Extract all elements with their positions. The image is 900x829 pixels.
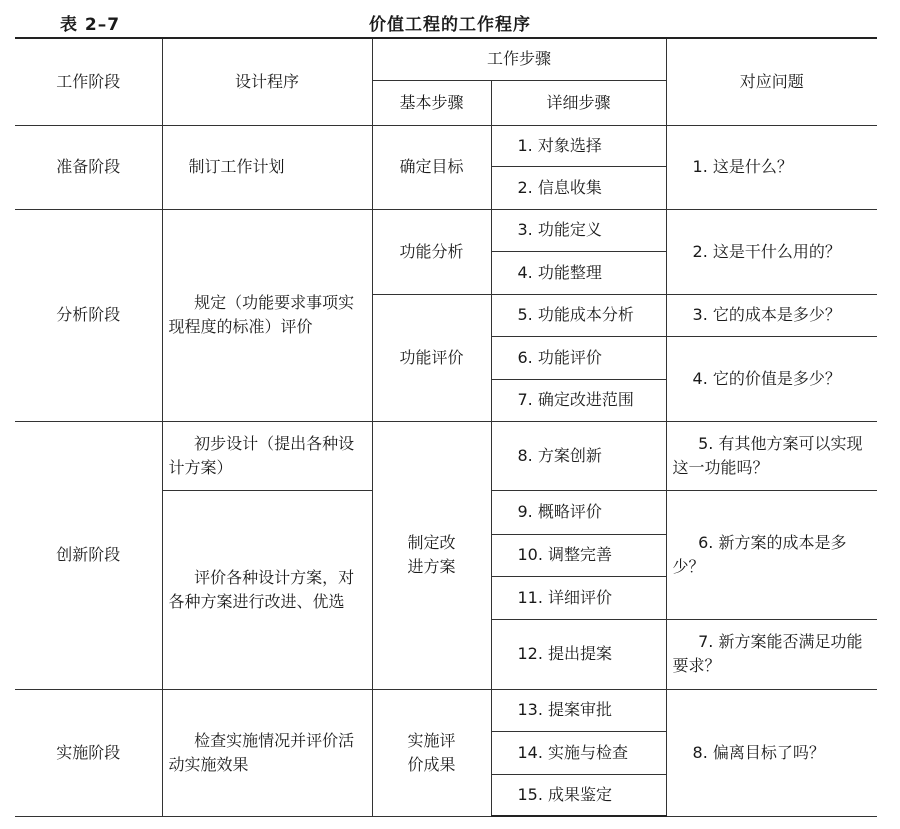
question-7: 7. 新方案能否满足功能要求？ (666, 619, 877, 689)
header-basic: 基本步骤 (372, 80, 491, 125)
detail-step-4: 4. 功能整理 (491, 251, 666, 294)
detail-step-9: 9. 概略评价 (491, 490, 666, 534)
table-row (15, 209, 877, 251)
design-analysis: 规定（功能要求事项实现程度的标准）评价 (162, 209, 372, 421)
detail-step-12: 12. 提出提案 (491, 619, 666, 689)
detail-step-15: 15. 成果鉴定 (491, 774, 666, 816)
table-row (15, 421, 877, 490)
table-number: 表 2–7 (60, 15, 121, 35)
basic-improve-plan: 制定改进方案 (372, 421, 491, 689)
design-innovation-1: 初步设计（提出各种设计方案） (162, 421, 372, 490)
design-innovation-2: 评价各种设计方案，对各种方案进行改进、优选 (162, 490, 372, 689)
detail-step-8: 8. 方案创新 (491, 421, 666, 490)
stage-prep: 准备阶段 (15, 125, 162, 209)
question-6: 6. 新方案的成本是多少？ (666, 490, 877, 619)
question-1: 1. 这是什么？ (666, 125, 877, 209)
detail-step-10: 10. 调整完善 (491, 534, 666, 576)
design-implementation: 检查实施情况并评价活动实施效果 (162, 689, 372, 816)
detail-step-3: 3. 功能定义 (491, 209, 666, 251)
stage-innovation: 创新阶段 (15, 421, 162, 689)
detail-step-1: 1. 对象选择 (491, 125, 666, 166)
table-row (15, 689, 877, 731)
basic-func-analysis: 功能分析 (372, 209, 491, 294)
question-3: 3. 它的成本是多少？ (666, 294, 877, 336)
design-prep: 制订工作计划 (162, 125, 372, 209)
detail-step-14: 14. 实施与检查 (491, 731, 666, 774)
header-stage: 工作阶段 (15, 38, 162, 125)
header-work-steps: 工作步骤 (372, 38, 666, 80)
header-design: 设计程序 (162, 38, 372, 125)
procedure-table (15, 37, 877, 817)
stage-implementation: 实施阶段 (15, 689, 162, 816)
basic-func-eval: 功能评价 (372, 294, 491, 421)
detail-step-2: 2. 信息收集 (491, 166, 666, 209)
question-8: 8. 偏离目标了吗？ (666, 689, 877, 816)
detail-step-5: 5. 功能成本分析 (491, 294, 666, 336)
header-detail: 详细步骤 (491, 80, 666, 125)
table-row (15, 125, 877, 166)
question-2: 2. 这是干什么用的？ (666, 209, 877, 294)
basic-implement-eval: 实施评价成果 (372, 689, 491, 816)
detail-step-6: 6. 功能评价 (491, 336, 666, 379)
question-5: 5. 有其他方案可以实现这一功能吗？ (666, 421, 877, 490)
basic-goal: 确定目标 (372, 125, 491, 209)
question-4: 4. 它的价值是多少？ (666, 336, 877, 421)
detail-step-13: 13. 提案审批 (491, 689, 666, 731)
header-question: 对应问题 (666, 38, 877, 125)
detail-step-11: 11. 详细评价 (491, 576, 666, 619)
header-row-1 (15, 38, 877, 80)
stage-analysis: 分析阶段 (15, 209, 162, 421)
table-title: 价值工程的工作程序 (369, 15, 531, 35)
detail-step-7: 7. 确定改进范围 (491, 379, 666, 421)
